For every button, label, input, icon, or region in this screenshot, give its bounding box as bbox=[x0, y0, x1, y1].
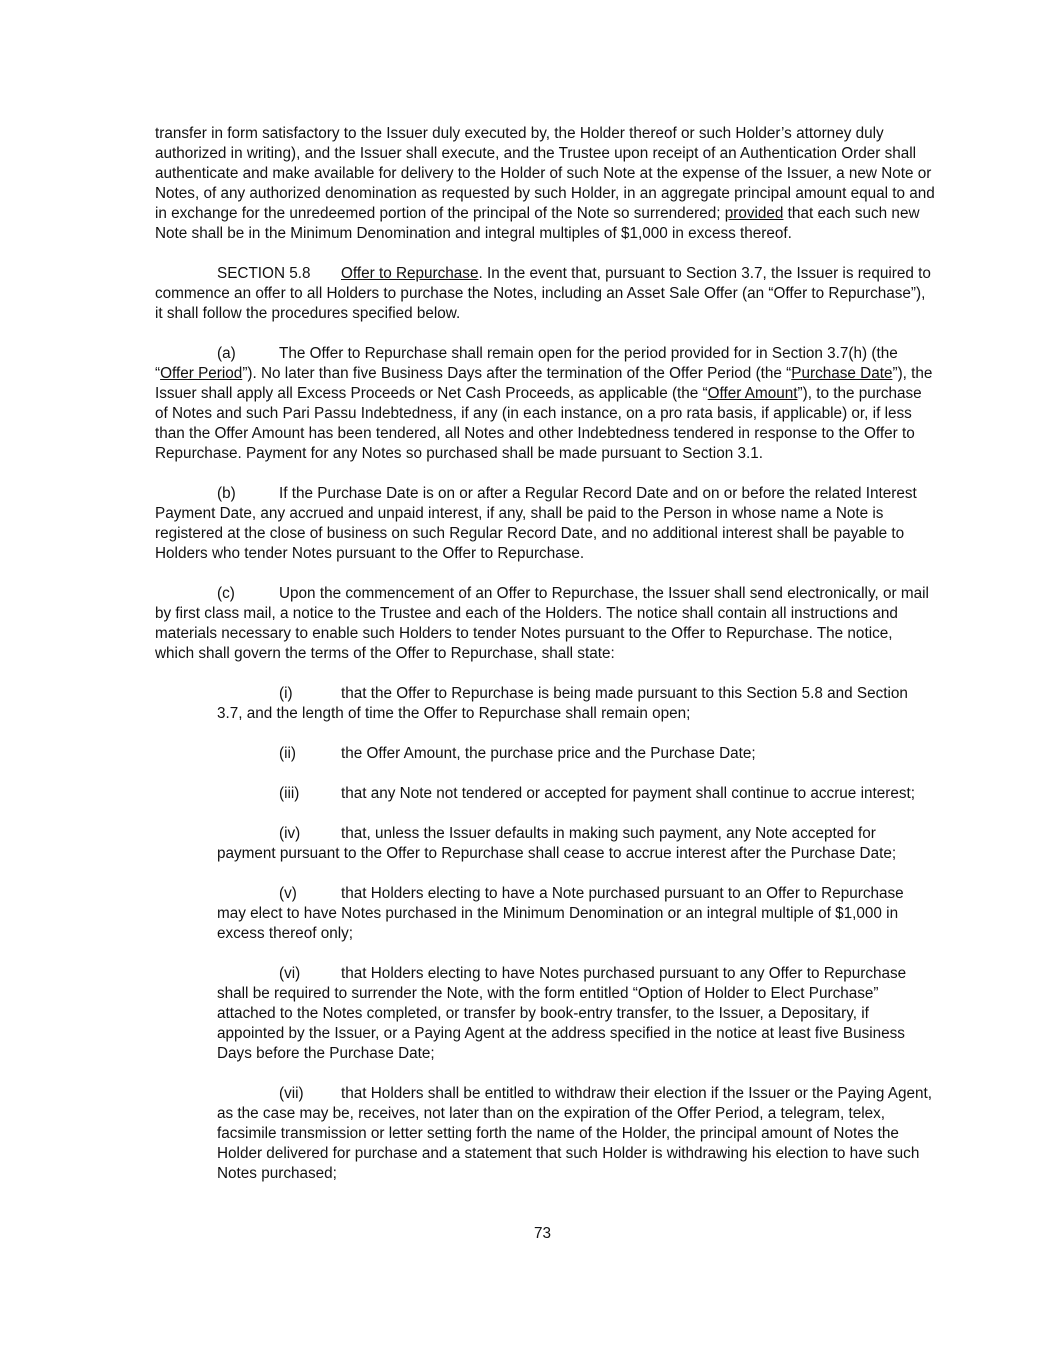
paragraph-c bbox=[155, 584, 935, 664]
section-number: SECTION 5.8 bbox=[217, 265, 311, 282]
list-item-v bbox=[217, 884, 935, 944]
list-item-label: (vi) bbox=[279, 965, 301, 982]
section-title: Offer to Repurchase bbox=[341, 265, 479, 282]
list-item-text: that the Offer to Repurchase is being made pursuant to this Section 5.8 and Section 3.7, and the length of time the Offer to Repurchase shall remain open; bbox=[217, 685, 908, 722]
paragraph-a-label: (a) bbox=[217, 345, 236, 362]
paragraph-a-text-4: ”), to the purchase of Notes and such Pari Passu Indebtedness, if any (in each instance, on a pro rata basis, if applicable) or, if less than the Offer Amount has been tendered, all Notes and other Indebtedness tendered in response to the Offer to Repurchase. Payment for any Notes so purchased shall be made pursuant to Section 3.1. bbox=[155, 385, 922, 462]
list-item-i bbox=[217, 684, 935, 724]
list-item-vii bbox=[217, 1084, 935, 1184]
page-body bbox=[155, 124, 935, 1204]
list-item-text: the Offer Amount, the purchase price and the Purchase Date; bbox=[341, 745, 756, 762]
list-item-iv bbox=[217, 824, 935, 864]
provided-term: provided bbox=[724, 205, 784, 222]
paragraph-a-text-3: ”), the Issuer shall apply all Excess Proceeds or Net Cash Proceeds, as applicable (the “ bbox=[155, 365, 933, 402]
paragraph-c-text: Upon the commencement of an Offer to Repurchase, the Issuer shall send electronically, or mail by first class mail, a notice to the Trustee and each of the Holders. The notice shall contain all instructions and materials necessary to enable such Holders to tender Notes pursuant to the Offer to Repurchase. The notice, which shall govern the terms of the Offer to Repurchase, shall state: bbox=[155, 585, 929, 662]
list-item-ii bbox=[217, 744, 935, 764]
defined-term-purchase-date: Purchase Date bbox=[791, 365, 893, 382]
section-5-8-paragraph bbox=[155, 264, 935, 324]
paragraph-b bbox=[155, 484, 935, 564]
list-item-iii bbox=[217, 784, 935, 804]
list-item-label: (iii) bbox=[279, 785, 300, 802]
list-item-text: that Holders electing to have a Note purchased pursuant to an Offer to Repurchase may elect to have Notes purchased in the Minimum Denomination or an integral multiple of $1,000 in excess thereof only; bbox=[217, 885, 904, 942]
list-item-label: (ii) bbox=[279, 745, 296, 762]
paragraph-b-label: (b) bbox=[217, 485, 236, 502]
paragraph-a bbox=[155, 344, 935, 464]
list-item-text: that Holders shall be entitled to withdraw their election if the Issuer or the Paying Agent, as the case may be, receives, not later than on the expiration of the Offer Period, a telegram, telex, facsimile transmission or letter setting forth the name of the Holder, the principal amount of Notes the Holder delivered for purchase and a statement that such Holder is withdrawing his election to have such Notes purchased; bbox=[217, 1085, 932, 1182]
paragraph-a-text-1: The Offer to Repurchase shall remain open for the period provided for in Section 3.7(h) (the “ bbox=[155, 345, 898, 382]
continuation-text-a: transfer in form satisfactory to the Issuer duly executed by, the Holder thereof or such Holder’s attorney duly authorized in writing), and the Issuer shall execute, and the Trustee upon receipt of an Authentication Order shall authenticate and make available for delivery to the Holder of such Note at the expense of the Issuer, a new Note or Notes, of any authorized denomination as requested by such Holder, in an aggregate principal amount equal to and in exchange for the unredeemed portion of the principal of the Note so surrendered; bbox=[155, 125, 935, 222]
continuation-paragraph bbox=[155, 124, 935, 244]
list-item-label: (i) bbox=[279, 685, 293, 702]
page-number: 73 bbox=[533, 1225, 551, 1242]
paragraph-c-label: (c) bbox=[217, 585, 235, 602]
continuation-text-b: that each such new Note shall be in the Minimum Denomination and integral multiples of $1,000 in excess thereof. bbox=[155, 205, 920, 242]
paragraph-a-text-2: ”). No later than five Business Days after the termination of the Offer Period (the “ bbox=[242, 365, 792, 382]
paragraph-b-text: If the Purchase Date is on or after a Regular Record Date and on or before the related Interest Payment Date, any accrued and unpaid interest, if any, shall be paid to the Person in whose name a Note is registered at the close of business on such Regular Record Date, and no additional interest shall be payable to Holders who tender Notes pursuant to the Offer to Repurchase. bbox=[155, 485, 917, 562]
list-item-vi bbox=[217, 964, 935, 1064]
list-item-label: (vii) bbox=[279, 1085, 304, 1102]
defined-term-offer-period: Offer Period bbox=[160, 365, 243, 382]
list-item-label: (v) bbox=[279, 885, 297, 902]
list-item-label: (iv) bbox=[279, 825, 301, 842]
list-item-text: that any Note not tendered or accepted for payment shall continue to accrue interest; bbox=[341, 785, 915, 802]
defined-term-offer-amount: Offer Amount bbox=[707, 385, 798, 402]
section-text: . In the event that, pursuant to Section 3.7, the Issuer is required to commence an offer to all Holders to purchase the Notes, including an Asset Sale Offer (an “Offer to Repurchase”), it shall follow the procedures specified below. bbox=[155, 265, 931, 322]
list-item-text: that Holders electing to have Notes purchased pursuant to any Offer to Repurchase shall be required to surrender the Note, with the form entitled “Option of Holder to Elect Purchase” attached to the Notes completed, or transfer by book-entry transfer, to the Issuer, a Depositary, if appointed by the Issuer, or a Paying Agent at the address specified in the notice at least five Business Days before the Purchase Date; bbox=[217, 965, 907, 1062]
list-item-text: that, unless the Issuer defaults in making such payment, any Note accepted for payment pursuant to the Offer to Repurchase shall cease to accrue interest after the Purchase Date; bbox=[217, 825, 897, 862]
